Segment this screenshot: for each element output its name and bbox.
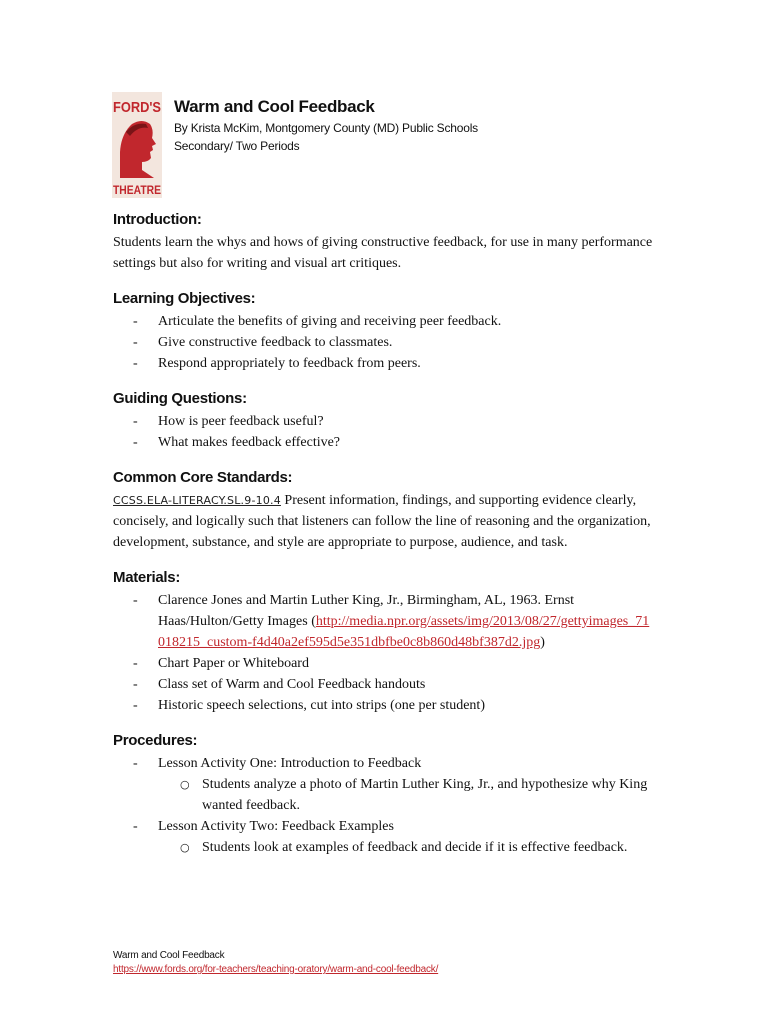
logo-text-bottom: THEATRE — [113, 183, 161, 197]
logo-text-top: FORD'S — [113, 99, 161, 116]
material-item: - Chart Paper or Whiteboard — [113, 653, 653, 674]
material-paren-open: ( — [311, 614, 316, 629]
footer-title: Warm and Cool Feedback — [113, 950, 225, 961]
materials-section — [113, 566, 653, 716]
introduction-section — [113, 208, 653, 274]
procedures-heading: Procedures: — [113, 732, 198, 749]
objective-item: - Give constructive feedback to classmates. — [113, 332, 653, 353]
procedure-subitem: ○ Students look at examples of feedback and decide if it is effective feedback. — [113, 837, 653, 858]
procedure-subitem: ○ Students analyze a photo of Martin Luther King, Jr., and hypothesize why King wanted feedback. — [113, 774, 653, 816]
standard-code-link[interactable]: CCSS.ELA-LITERACY.SL.9-10.4 — [113, 494, 281, 507]
procedures-section — [113, 729, 653, 858]
material-item: - Historic speech selections, cut into strips (one per student) — [113, 695, 653, 716]
introduction-text: Students learn the whys and hows of giving constructive feedback, for use in many performance settings but also for writing and visual art critiques. — [113, 235, 653, 271]
document-header — [174, 96, 478, 155]
guiding-questions-heading: Guiding Questions: — [113, 390, 247, 407]
document-title: Warm and Cool Feedback — [174, 97, 375, 116]
standards-section — [113, 466, 653, 553]
author-byline: By Krista McKim, Montgomery County (MD) Public Schools — [174, 121, 478, 135]
introduction-heading: Introduction: — [113, 211, 202, 228]
material-photo-link[interactable]: http://media.npr.org/assets/img/2013/08/27/gettyimages_71018215_custom-f4d40a2ef595d5e351dbfbe0c8b860d48bf387d2.jpg — [158, 614, 650, 650]
footer-url-link[interactable]: https://www.fords.org/for-teachers/teaching-oratory/warm-and-cool-feedback/ — [113, 964, 439, 975]
question-item: - How is peer feedback useful? — [113, 411, 653, 432]
document-body — [113, 208, 653, 871]
material-item: - Class set of Warm and Cool Feedback handouts — [113, 674, 653, 695]
lincoln-profile-icon — [120, 121, 156, 178]
objectives-heading: Learning Objectives: — [113, 290, 256, 307]
objectives-section — [113, 287, 653, 374]
standards-heading: Common Core Standards: — [113, 469, 293, 486]
materials-heading: Materials: — [113, 569, 181, 586]
question-item: - What makes feedback effective? — [113, 432, 653, 453]
procedure-activity: - Lesson Activity Two: Feedback Examples — [113, 816, 653, 837]
material-paren-close: ) — [540, 635, 545, 650]
page-footer — [113, 949, 438, 977]
standards-text — [113, 490, 653, 553]
material-photo-credit: Clarence Jones and Martin Luther King, Jr., Birmingham, AL, 1963. Ernst Haas/Hulton/Getty Images — [158, 593, 575, 629]
material-item — [113, 590, 653, 653]
guiding-questions-section — [113, 387, 653, 453]
objective-item: - Respond appropriately to feedback from peers. — [113, 353, 653, 374]
objective-item: - Articulate the benefits of giving and receiving peer feedback. — [113, 311, 653, 332]
standard-description: Present information, findings, and supporting evidence clearly, concisely, and logically such that listeners can follow the line of reasoning and the organization, development, substance, and style are appropriate to purpose, audience, and task. — [113, 493, 651, 550]
fords-theatre-logo — [112, 92, 162, 198]
grade-level: Secondary/ Two Periods — [174, 139, 300, 153]
procedure-activity: - Lesson Activity One: Introduction to Feedback — [113, 753, 653, 774]
